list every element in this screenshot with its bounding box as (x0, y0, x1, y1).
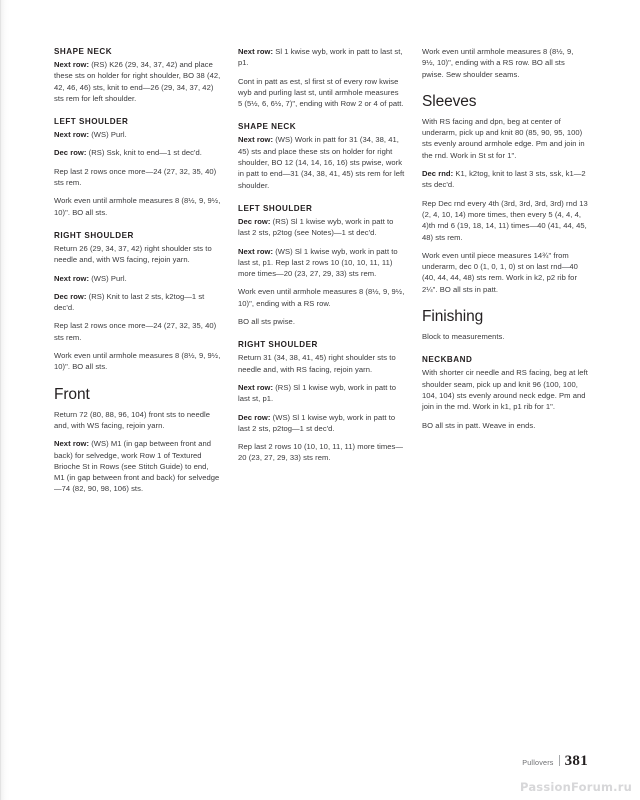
paragraph-text: K1, k2tog, knit to last 3 sts, ssk, k1—2 sts dec'd. (422, 169, 586, 190)
text-columns (54, 46, 588, 502)
subsection-heading: NECKBAND (422, 355, 473, 365)
subsection-heading: LEFT SHOULDER (54, 117, 129, 127)
body-paragraph: With shorter cir needle and RS facing, beg at left shoulder seam, pick up and knit 96 (100, 100, 104, 104) sts evenly around neck edge. Pm and join in the rnd. Work in k1, p1 rib for 1". (422, 368, 588, 412)
paragraph-text: (WS) M1 (in gap between front and back) for selvedge, work Row 1 of Textured Brioche St in Rows (see Stitch Guide) to end, M1 (in gap between front and back) for selvedge—74 (82, 90, 98, 106) sts. (54, 439, 220, 494)
page-number: 381 (564, 753, 588, 769)
subsection-heading: SHAPE NECK (238, 122, 297, 132)
paragraph-text: (RS) Sl 1 kwise wyb, work in patt to last st, p1. (238, 382, 397, 404)
paragraph-run-in-label: Dec row: (54, 148, 87, 158)
body-paragraph (54, 59, 221, 104)
paragraph-run-in-label: Dec row: (238, 216, 271, 226)
column-1 (54, 46, 221, 502)
body-paragraph: Work even until armhole measures 8 (8½, 9, 9½, 10)", ending with a RS row. BO all sts pwise. Sew shoulder seams. (422, 47, 574, 79)
paragraph-run-in-label: Dec row: (54, 291, 87, 301)
body-paragraph: Return 31 (34, 38, 41, 45) right shoulder sts to needle and, with RS facing, rejoin yarn. (238, 353, 396, 374)
body-paragraph (238, 382, 405, 405)
footer-divider (559, 755, 560, 766)
body-paragraph: BO all sts in patt. Weave in ends. (422, 420, 536, 430)
body-paragraph (238, 46, 405, 69)
body-paragraph: Rep Dec rnd every 4th (3rd, 3rd, 3rd, 3rd) rnd 13 (2, 4, 10, 14) more times, then every 5 (4, 4, 4, 4)th rnd 6 (19, 18, 14, 11) times—40 (41, 44, 45, 48) sts rem. (422, 198, 588, 242)
paragraph-run-in-label: Next row: (238, 47, 274, 56)
body-paragraph (54, 438, 221, 494)
paragraph-text: (RS) Knit to last 2 sts, k2tog—1 st dec'd. (54, 291, 205, 313)
section-heading: Front (54, 385, 90, 403)
body-paragraph: Rep last 2 rows once more—24 (27, 32, 35, 40) sts rem. (54, 321, 217, 342)
paragraph-run-in-label: Dec rnd: (422, 169, 454, 179)
section-heading: Finishing (422, 308, 484, 326)
subsection-heading: RIGHT SHOULDER (54, 230, 134, 240)
paragraph-text: (RS) K26 (29, 34, 37, 42) and place these sts on holder for right shoulder, BO 38 (42, 42, 46, 46) sts, knit to end—26 (29, 34, 37, 42) sts rem for left shoulder. (54, 60, 221, 103)
body-paragraph: Work even until armhole measures 8 (8½, 9, 9½, 10)". BO all sts. (54, 351, 221, 372)
column-2 (238, 46, 405, 471)
paragraph-run-in-label: Next row: (238, 135, 274, 145)
body-paragraph (238, 246, 405, 280)
body-paragraph: Block to measurements. (422, 332, 505, 342)
paragraph-run-in-label: Next row: (238, 382, 274, 392)
body-paragraph: Return 26 (29, 34, 37, 42) right shoulder sts to needle and, with WS facing, rejoin yarn. (54, 243, 212, 265)
paragraph-run-in-label: Next row: (54, 273, 90, 283)
body-paragraph (238, 216, 405, 239)
paragraph-text: Sl 1 kwise wyb, work in patt to last st, p1. (238, 47, 403, 68)
body-paragraph: Work even until armhole measures 8 (8½, 9, 9½, 10)". BO all sts. (54, 196, 221, 217)
paragraph-text: (RS) Sl 1 kwise wyb, work in patt to last 2 sts, p2tog (see Notes)—1 st dec'd. (238, 216, 394, 238)
paragraph-text: (WS) Work in patt for 31 (34, 38, 41, 45) sts and place these sts on holder for right shoulder, BO 12 (14, 14, 16, 16) sts pwise, work in patt to end—31 (34, 38, 41, 45) sts rem for left shoulder. (238, 135, 405, 190)
page-edge-shadow (0, 0, 9, 800)
page-footer (522, 753, 588, 770)
paragraph-run-in-label: Next row: (238, 246, 274, 256)
paragraph-run-in-label: Next row: (54, 60, 90, 69)
body-paragraph (422, 168, 588, 191)
paragraph-text: (WS) Purl. (89, 130, 127, 140)
column-3 (422, 46, 588, 438)
body-paragraph: Return 72 (80, 88, 96, 104) front sts to needle and, with WS facing, rejoin yarn. (54, 409, 211, 430)
body-paragraph (238, 412, 405, 435)
paragraph-run-in-label: Dec row: (238, 412, 271, 422)
watermark: PassionForum.ru (520, 780, 632, 794)
paragraph-run-in-label: Next row: (54, 130, 90, 140)
paragraph-text: (WS) Sl 1 kwise wyb, work in patt to last st, p1. Rep last 2 rows 10 (10, 10, 11, 11) more times—20 (23, 27, 29, 33) sts rem. (238, 246, 398, 279)
body-paragraph: BO all sts pwise. (238, 317, 295, 327)
body-paragraph: Cont in patt as est, sl first st of every row kwise wyb and purling last st, until armhole measures 5 (5½, 6, 6½, 7)", ending with Row 2 or 4 of patt. (238, 76, 404, 109)
body-paragraph: Work even until piece measures 14¾" from underarm, dec 0 (1, 0, 1, 0) st on last rnd—40 (40, 44, 44, 48) sts rem. Work in k2, p2 rib for 2¼". BO all sts in patt. (422, 250, 578, 294)
paragraph-text: (WS) Sl 1 kwise wyb, work in patt to last 2 sts, p2tog—1 st dec'd. (238, 412, 396, 433)
paragraph-text: (WS) Purl. (89, 273, 127, 283)
body-paragraph: With RS facing and dpn, beg at center of underarm, pick up and knit 80 (85, 90, 95, 100) sts evenly around armhole edge. Pm and join in the rnd. Work in St st for 1". (422, 116, 585, 160)
body-paragraph: Rep last 2 rows 10 (10, 10, 11, 11) more times—20 (23, 27, 29, 33) sts rem. (238, 442, 403, 463)
footer-section-label: Pullovers (522, 758, 554, 767)
body-paragraph (238, 134, 405, 190)
body-paragraph: Work even until armhole measures 8 (8½, 9, 9½, 10)", ending with a RS row. (238, 287, 405, 308)
body-paragraph (54, 273, 221, 284)
paragraph-text: (RS) Ssk, knit to end—1 st dec'd. (86, 148, 202, 158)
subsection-heading: LEFT SHOULDER (238, 203, 313, 213)
paragraph-run-in-label: Next row: (54, 439, 90, 449)
subsection-heading: RIGHT SHOULDER (238, 340, 318, 350)
body-paragraph (54, 129, 221, 140)
section-heading: Sleeves (422, 92, 477, 110)
subsection-heading: SHAPE NECK (54, 47, 113, 56)
body-paragraph (54, 147, 221, 158)
body-paragraph (54, 291, 221, 314)
body-paragraph: Rep last 2 rows once more—24 (27, 32, 35, 40) sts rem. (54, 166, 217, 188)
